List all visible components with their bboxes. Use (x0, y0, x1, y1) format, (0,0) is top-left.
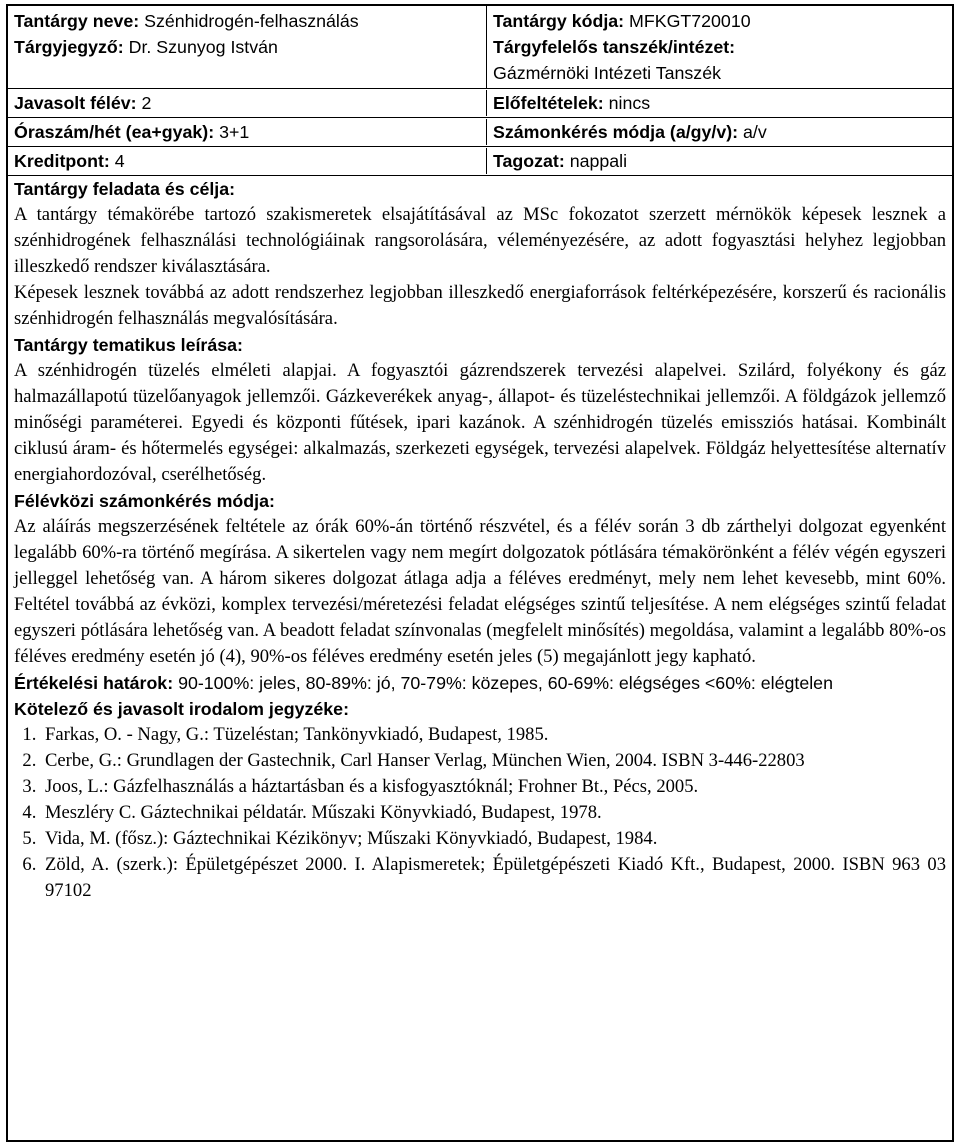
semester-cell (8, 90, 487, 116)
mode-value: nappali (569, 151, 628, 171)
mode-label: Tagozat: (493, 151, 565, 171)
literature-item: 4. Meszléry C. Gáztechnikai példatár. Műszaki Könyvkiadó, Budapest, 1978. (41, 800, 946, 826)
header-row-4 (8, 147, 952, 176)
header-row-2 (8, 89, 952, 118)
header-left-cell (8, 6, 487, 88)
prereq-cell (487, 90, 952, 116)
topic-title: Tantárgy tematikus leírása: (14, 335, 243, 355)
exam-cell (487, 119, 952, 145)
semester-value: 2 (141, 93, 152, 113)
course-name-line (14, 8, 480, 34)
hours-label: Óraszám/hét (ea+gyak): (14, 122, 215, 142)
department-value: Gázmérnöki Intézeti Tanszék (493, 63, 721, 83)
department-label: Tárgyfelelős tanszék/intézet: (493, 37, 736, 57)
credit-label: Kreditpont: (14, 151, 110, 171)
course-code-value: MFKGT720010 (629, 11, 751, 31)
header-row-1 (8, 6, 952, 89)
topic-text: A szénhidrogén tüzelés elméleti alapjai. A fogyasztói gázrendszerek tervezési alapelvei. Szilárd, folyékony és gáz halmazállapotú tüzelőanyagok jellemzői. Gázkeverékek anyag-, állapot- és tüzeléstechnikai jellemzői. A földgázok jellemző minőségi paraméterei. Egyedi és központi fűtések, ipari kazánok. A szénhidrogén tüzelés emissziós hatásai. Kombinált ciklusú áram- és hőtermelés egységei: alkalmazás, szerkezeti egységek, tervezési alapelvek. Földgáz helyettesítése alternatív energiahordozóval, cserélhetőség. (14, 360, 946, 485)
hours-value: 3+1 (219, 122, 250, 142)
course-code-label: Tantárgy kódja: (493, 11, 625, 31)
header-right-cell (487, 6, 952, 88)
literature-item: 5. Vida, M. (fősz.): Gáztechnikai Kézikönyv; Műszaki Könyvkiadó, Budapest, 1984. (41, 826, 946, 852)
mode-cell (487, 148, 952, 174)
literature-item: 6. Zöld, A. (szerk.): Épületgépészet 2000. I. Alapismeretek; Épületgépészeti Kiadó Kft., Budapest, 2000. ISBN 963 03 97102 (41, 852, 946, 904)
semester-label: Javasolt félév: (14, 93, 137, 113)
course-name-label: Tantárgy neve: (14, 11, 140, 31)
exam-value: a/v (743, 122, 767, 142)
grading-line (14, 670, 946, 696)
assessment-title: Félévközi számonkérés módja: (14, 491, 275, 511)
literature-title: Kötelező és javasolt irodalom jegyzéke: (14, 699, 349, 719)
header-row-3 (8, 118, 952, 147)
prereq-label: Előfeltételek: (493, 93, 604, 113)
literature-item: 1. Farkas, O. - Nagy, G.: Tüzeléstan; Tankönyvkiadó, Budapest, 1985. (41, 722, 946, 748)
literature-item: 3. Joos, L.: Gázfelhasználás a háztartásban és a kisfogyasztóknál; Frohner Bt., Pécs, 2005. (41, 774, 946, 800)
course-code-line (493, 8, 946, 34)
assessment-text: Az aláírás megszerzésének feltétele az órák 60%-án történő részvétel, és a félév során 3 db zárthelyi dolgozat egyenként legalább 60%-ra történő megírása. A sikertelen vagy nem megírt dolgozatok pótlására témakörönként a félév végén egyszeri jelleggel lehetőség van. A három sikeres dolgozat átlaga adja a féléves eredményt, mely nem lehet kevesebb, mint 60%. Feltétel továbbá az évközi, komplex tervezési/méretezési feladat elégséges szintű teljesítése. A nem elégséges szintű feladat egyszeri pótlására lehetőség van. A beadott feladat színvonalas (megfelelt minősítés) megoldása, valamint a legalább 80%-os féléves eredmény esetén jó (4), 90%-os féléves eredmény esetén jeles (5) megajánlott jegy kapható. (14, 516, 946, 667)
exam-label: Számonkérés módja (a/gy/v): (493, 122, 739, 142)
aim-paragraph-2: Képesek lesznek továbbá az adott rendszerhez legjobban illeszkedő energiaforrások feltérképezésére, korszerű és racionális szénhidrogén felhasználás megvalósítására. (14, 282, 946, 329)
body-content (8, 176, 952, 904)
grading-text: 90-100%: jeles, 80-89%: jó, 70-79%: közepes, 60-69%: elégséges <60%: elégtelen (178, 673, 833, 693)
grading-label: Értékelési határok: (14, 673, 174, 693)
responsible-label: Tárgyjegyző: (14, 37, 124, 57)
responsible-line (14, 34, 480, 60)
aim-paragraph-1: A tantárgy témakörébe tartozó szakismeretek elsajátításával az MSc fokozatot szerzett mérnökök képesek lesznek a szénhidrogének felhasználási technológiáinak rangsorolására, véleményezésére, az adott fogyasztási helyhez legjobban illeszkedő rendszer kiválasztására. (14, 204, 946, 277)
aim-title: Tantárgy feladata és célja: (14, 179, 236, 199)
credit-cell (8, 148, 487, 174)
credit-value: 4 (114, 151, 125, 171)
literature-item: 2. Cerbe, G.: Grundlagen der Gastechnik, Carl Hanser Verlag, München Wien, 2004. ISBN 3-446-22803 (41, 748, 946, 774)
prereq-value: nincs (608, 93, 651, 113)
course-datasheet (6, 4, 954, 1142)
hours-cell (8, 119, 487, 145)
course-name-value: Szénhidrogén-felhasználás (144, 11, 359, 31)
responsible-value: Dr. Szunyog István (128, 37, 278, 57)
literature-list (14, 722, 946, 904)
